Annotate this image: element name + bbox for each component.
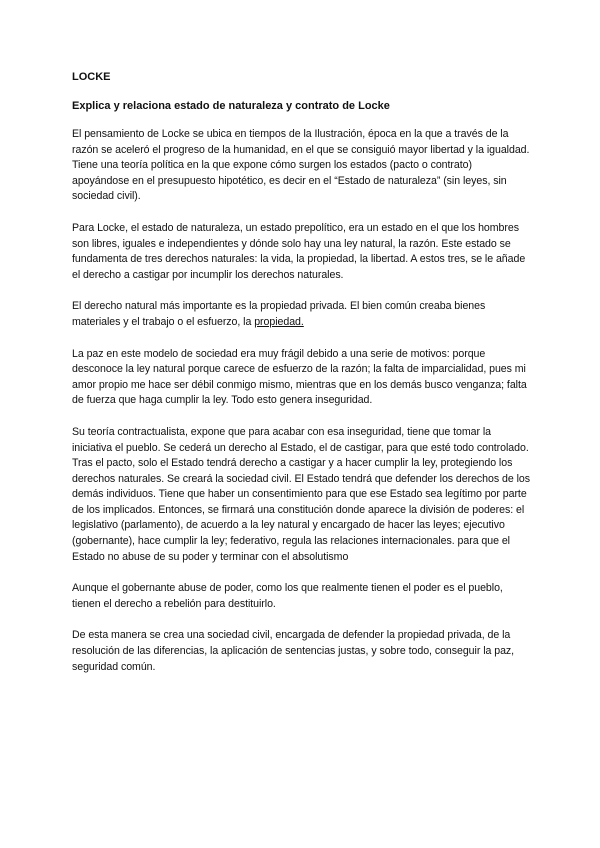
paragraph-paz-fragil: La paz en este modelo de sociedad era muy frágil debido a una serie de motivos: porque desconoce la ley natural porque carece de esfuerzo de la razón; la falta de imparcialidad, pues mi amor propio me hace ser débil conmigo mismo, mientras que en los demás busco venganza; falta de fuerza que haga cumplir la ley. Todo esto genera inseguridad. [72,347,527,407]
paragraph-estado-naturaleza: Para Locke, el estado de naturaleza, un estado prepolítico, era un estado en el que los hombres son libres, iguales e independientes y dónde solo hay una ley natural, la razón. Este estado se fundamenta de tres derechos naturales: la vida, la propiedad, la libertad. A estos tres, se le añade el derecho a castigar por incumplir los derechos naturales. [72,221,526,281]
paragraph-propiedad-privada [72,299,532,330]
paragraph-teoria-contractualista: Su teoría contractualista, expone que para acabar con esa inseguridad, tiene que tomar la iniciativa el pueblo. Se cederá un derecho al Estado, el de castigar, para que esté todo controlado. Tras el pacto, solo el Estado tendrá derecho a castigar y a hacer cumplir la ley, protegiendo los derechos naturales. Se creará la sociedad civil. El Estado tendrá que defender los derechos de los demás individuos. Tiene que haber un consentimiento para que ese Estado sea legítimo por parte de los implicados. Entonces, se firmará una constitución donde aparece la división de poderes: el legislativo (parlamento), de acuerdo a la ley natural y encargado de hacer las leyes; ejecutivo (gobernante), hace cumplir la ley; federativo, regula las relaciones internacionales. para que el Estado no abuse de su poder y terminar con el absolutismo [72,425,530,563]
document-page [72,69,532,691]
paragraph-propiedad-text: El derecho natural más importante es la propiedad privada. El bien común creaba bienes materiales y el trabajo o el esfuerzo, la [72,300,486,328]
document-subtitle: Explica y relaciona estado de naturaleza y contrato de Locke [72,100,390,112]
paragraph-ilustracion: El pensamiento de Locke se ubica en tiempos de la Ilustración, época en la que a través de la razón se aceleró el progreso de la humanidad, en el que se consiguió mayor libertad y la igualdad. Tiene una teoría política en la que expone cómo surgen los estados (pacto o contrato) apoyándose en el presupuesto hipotético, es decir en el “Estado de naturaleza” (sin leyes, sin sociedad civil). [72,128,530,203]
underlined-propiedad: propiedad. [254,315,304,328]
paragraph-derecho-rebelion: Aunque el gobernante abuse de poder, como los que realmente tienen el poder es el pueblo, tienen el derecho a rebelión para destituirlo. [72,582,503,610]
document-title: LOCKE [72,71,111,83]
paragraph-sociedad-civil: De esta manera se crea una sociedad civil, encargada de defender la propiedad privada, de la resolución de las diferencias, la aplicación de sentencias justas, y sobre todo, conseguir la paz, seguridad común. [72,629,515,673]
